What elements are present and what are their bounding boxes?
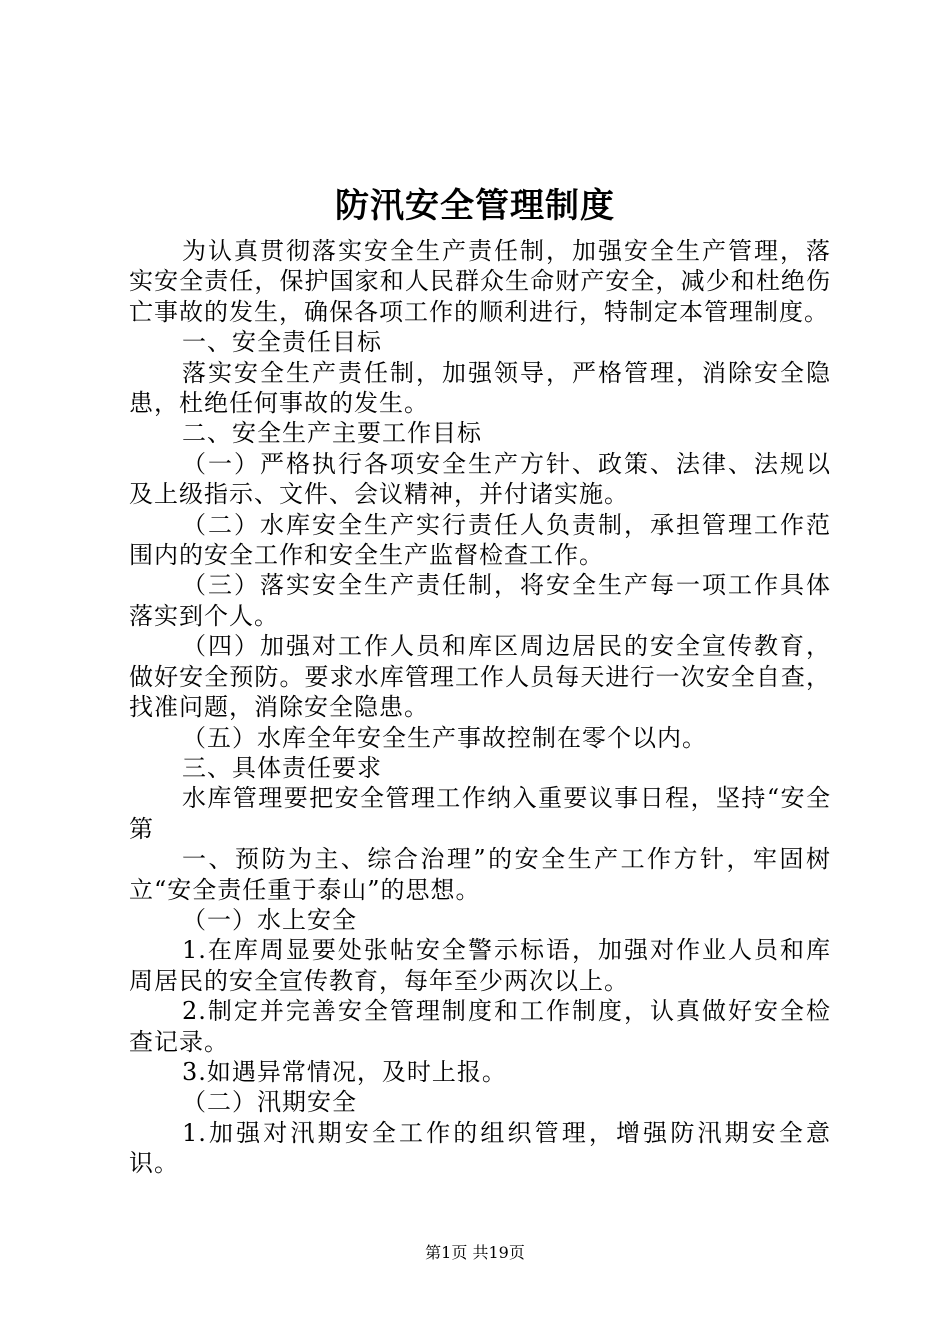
list-item: （三）落实安全生产责任制，将安全生产每一项工作具体落实到个人。	[129, 571, 831, 630]
document-body	[129, 236, 831, 1179]
list-item: 3.如遇异常情况，及时上报。	[182, 1057, 507, 1086]
paragraph: 落实安全生产责任制，加强领导，严格管理，消除安全隐患，杜绝任何事故的发生。	[129, 358, 831, 418]
section-heading-1: 一、安全责任目标	[182, 328, 382, 357]
page-title: 防汛安全管理制度	[335, 186, 615, 226]
list-item: （二）水库安全生产实行责任人负责制，承担管理工作范围内的安全工作和安全生产监督检查工作。	[129, 510, 831, 570]
subsection-heading: （二）汛期安全	[182, 1088, 357, 1117]
subsection-heading: （一）水上安全	[182, 905, 357, 934]
list-item: （一）严格执行各项安全生产方针、政策、法律、法规以及上级指示、文件、会议精神，并付诸实施。	[129, 449, 831, 509]
intro-paragraph: 为认真贯彻落实安全生产责任制，加强安全生产管理，落实安全责任，保护国家和人民群众生命财产安全，减少和杜绝伤亡事故的发生，确保各项工作的顺利进行，特制定本管理制度。	[129, 237, 831, 326]
list-item: 1.在库周显要处张帖安全警示标语，加强对作业人员和库周居民的安全宣传教育，每年至少两次以上。	[129, 936, 831, 995]
paragraph: 水库管理要把安全管理工作纳入重要议事日程，坚持“安全第	[129, 784, 831, 843]
section-heading-2: 二、安全生产主要工作目标	[182, 419, 482, 448]
paragraph: 一、预防为主、综合治理”的安全生产工作方针，牢固树立“安全责任重于泰山”的思想。	[129, 845, 831, 904]
list-item: （五）水库全年安全生产事故控制在零个以内。	[182, 723, 707, 752]
page-total: 共19页	[472, 1243, 525, 1262]
list-item: （四）加强对工作人员和库区周边居民的安全宣传教育，做好安全预防。要求水库管理工作人员每天进行一次安全自查，找准问题，消除安全隐患。	[129, 632, 831, 722]
page-footer	[0, 1243, 950, 1263]
list-item: 2.制定并完善安全管理制度和工作制度，认真做好安全检查记录。	[129, 997, 831, 1056]
section-heading-3: 三、具体责任要求	[182, 753, 382, 782]
page-number: 第1页	[425, 1243, 468, 1262]
list-item: 1.加强对汛期安全工作的组织管理，增强防汛期安全意识。	[129, 1118, 831, 1178]
